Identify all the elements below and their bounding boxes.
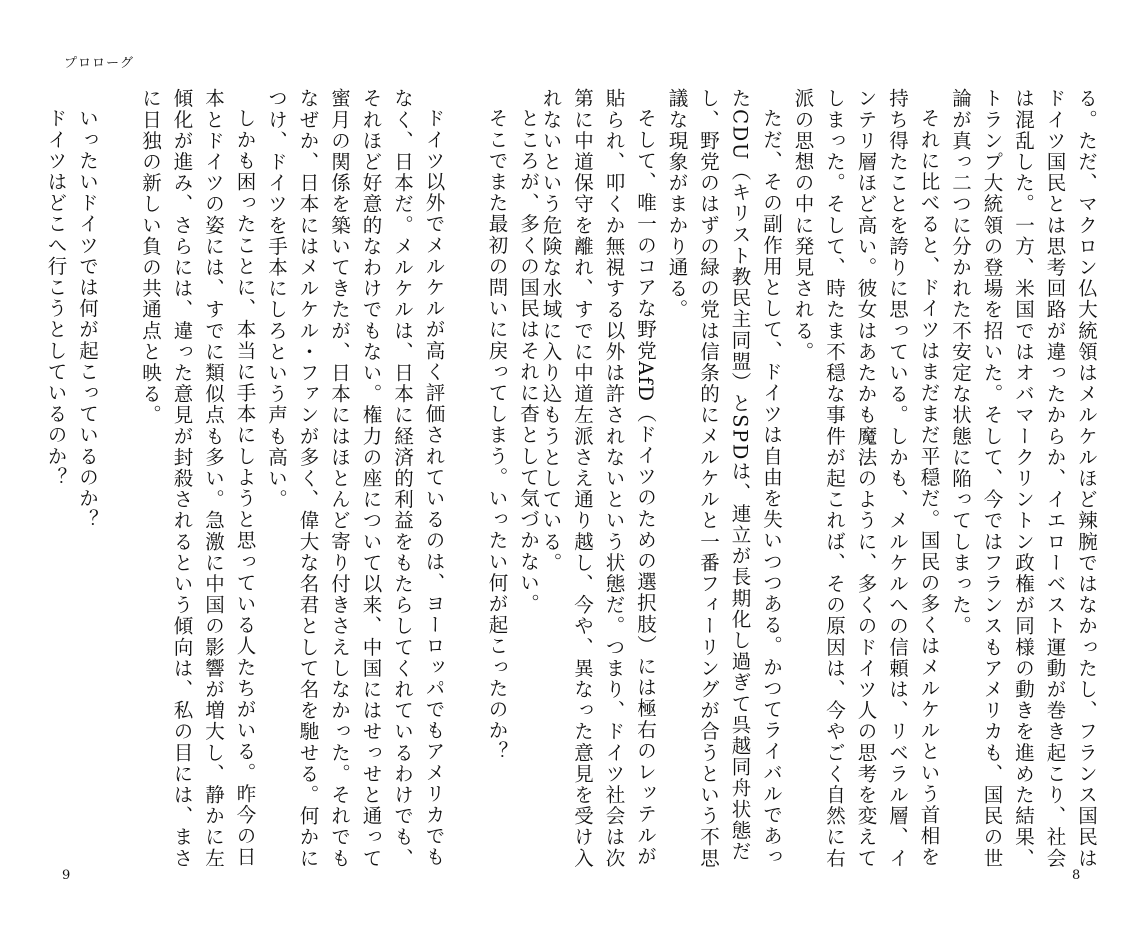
running-head: プロローグ [64,56,135,71]
paragraph: ところが、多くの国民はそれに杳として気づかない。 [517,107,540,614]
paragraph: ドイツはどこへ行こうとしているのか？ [44,107,68,488]
paragraph: しかも困ったことに、本当に手本にしようと思っている人たちがいる。昨今の日本とドイツの姿には、すでに類似点も多い。急激に中国の影響が増大し、静かに左傾化が進み、さらには、違った意見が封殺されるという傾向は、私の目には、まさに日独の新しい負の共通点と映る。 [139,88,257,869]
left-page-body [44,88,544,878]
paragraph: いったいドイツでは何が起こっているのか？ [76,107,99,530]
paragraph: ただ、その副作用として、ドイツは自由を失いつつある。かつてライバルであったCDU（キリスト教民主同盟）とSPDは、連立が長期化し過ぎて呉越同舟状態だし、野党のはずの緑の党は信条的にメルケルと一番フィーリングが合うという不思議な現象がまかり通る。 [665,88,783,869]
paragraph: そこでまた最初の問いに戻ってしまう。いったい何が起こったのか？ [485,107,509,762]
paragraph: それに比べると、ドイツはまだまだ平穏だ。国民の多くはメルケルという首相を持ち得たことを誇りに思っている。しかも、メルケルへの信頼は、リベラル層、インテリ層ほど高い。彼女はあたかも魔法のように、多くのドイツ人の思考を変えてしまった。そして、時たま不穏な事件が起これば、その原因は、今やごく自然に右派の思想の中に発見される。 [791,88,941,869]
paragraph: ドイツ以外でメルケルが高く評価されているのは、ヨーロッパでもアメリカでもなく、日本だ。メルケルは、日本に経済的利益をもたらしてくれているわけでも、それほど好意的なわけでもない。権力の座について以来、中国にはせっせと通って蜜月の関係を築いてきたが、日本にはほとんど寄り付きさえしなかった。それでもなぜか、日本にはメルケル・ファンが多く、偉大な名君として名を馳せる。何かにつけ、ドイツを手本にしろという声も高い。 [265,88,446,869]
right-page-body [539,88,1102,878]
paragraph: る。ただ、マクロン仏大統領はメルケルほど辣腕ではなかったし、フランス国民はドイツ国民とは思考回路が違ったからか、イエローベスト運動が巻き起こり、社会は混乱した。一方、米国ではオバマークリントン政権が同様の動きを進めた結果、トランプ大統領の登場を招いた。そして、今ではフランスもアメリカも、国民の世論が真っ二つに分かれた不安定な状態に陥ってしまった。 [949,88,1098,869]
right-page-number: 8 [1072,868,1081,883]
paragraph: そして、唯一のコアな野党AfD（ドイツのための選択肢）には極右のレッテルが貼られ、叩くか無視する以外は許されないという状態だ。つまり、ドイツ社会は次第に中道保守を離れ、すでに中道左派さえ通り越し、今や、異なった意見を受け入れないという危険な水域に入り込もうとしている。 [539,88,657,869]
left-page-number: 9 [62,868,71,883]
